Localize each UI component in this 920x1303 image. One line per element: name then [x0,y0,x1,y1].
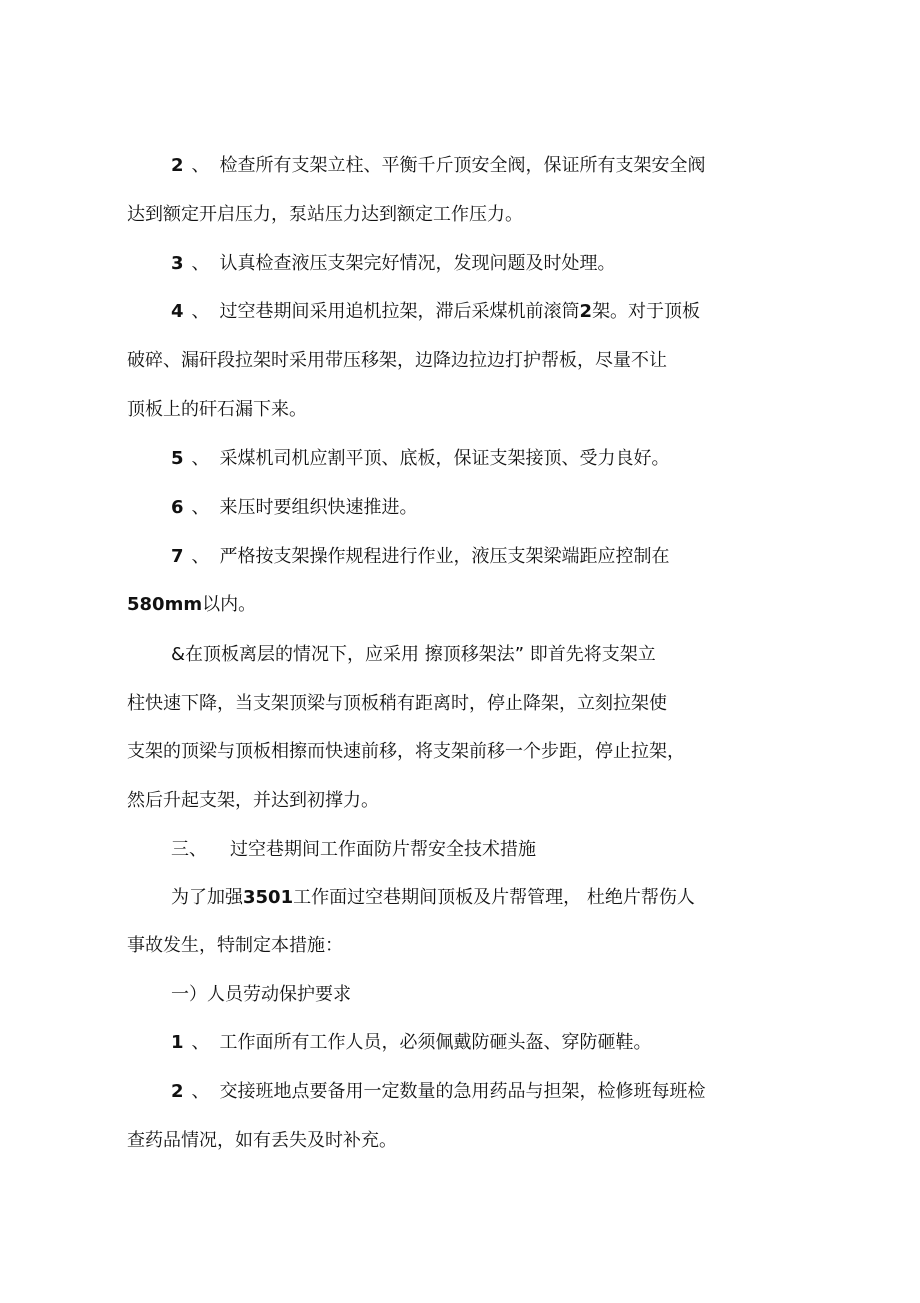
paragraph-line [127,590,707,620]
item-separator: 、 [191,448,210,469]
section-label: 三、 [171,839,207,860]
item-number: 6 [171,497,184,518]
subsection-1-heading [171,980,751,1010]
item-4-follow-shearer [171,297,751,327]
item-text: 严格按支架操作规程进行作业，液压支架梁端距应控制在 [219,546,670,567]
subsection-title: 一）人员劳动保护要求 [171,984,351,1005]
item-text-cont: 架。对于顶板 [592,301,701,322]
line-text-cont: 工作面过空巷期间顶板及片帮管理， 杜绝片帮伤人 [293,887,695,908]
line-text: &在顶板离层的情况下，应采用 擦顶移架法” 即首先将支架立 [171,644,656,665]
sub-item-1-protective-gear [171,1028,751,1058]
paragraph-line [127,931,707,961]
line-text: 柱快速下降，当支架顶梁与顶板稍有距离时，停止降架，立刻拉架使 [127,693,667,714]
line-text: 为了加强 [171,887,243,908]
item-number: 2 [171,155,184,176]
item-text: 来压时要组织快速推进。 [219,497,418,518]
item-number: 3 [171,253,184,274]
paragraph-line [127,395,707,425]
paragraph-line [127,200,707,230]
item-separator: 、 [191,1032,210,1053]
line-text: 查药品情况，如有丢失及时补充。 [127,1130,397,1151]
item-text: 工作面所有工作人员，必须佩戴防砸头盔、穿防砸鞋。 [219,1032,652,1053]
paragraph-line [127,1126,707,1156]
item-text: 采煤机司机应割平顶、底板，保证支架接顶、受力良好。 [219,448,670,469]
line-text: 以内。 [202,594,257,615]
item-separator: 、 [191,546,210,567]
line-text: 顶板上的矸石漏下来。 [127,399,307,420]
item-number: 1 [171,1032,184,1053]
item-text: 检查所有支架立柱、平衡千斤顶安全阀，保证所有支架安全阀 [219,155,706,176]
bold-face-id: 3501 [243,887,294,908]
item-separator: 、 [191,497,210,518]
line-text: 达到额定开启压力，泵站压力达到额定工作压力。 [127,204,523,225]
item-2-check-safety-valves [171,151,751,181]
paragraph-line [127,346,707,376]
item-number: 5 [171,448,184,469]
paragraph-line [127,737,707,767]
bold-number: 2 [579,301,593,322]
bold-measure: 580mm [127,594,203,615]
item-7-operation-rules [171,542,751,572]
item-text: 交接班地点要备用一定数量的急用药品与担架，检修班每班检 [219,1081,706,1102]
section-3-heading [171,835,751,865]
item-number: 4 [171,301,184,322]
item-separator: 、 [191,301,210,322]
item-8-rub-roof-method [171,640,751,670]
item-5-shearer-driver [171,444,751,474]
item-3-check-hydraulic-supports [171,249,751,279]
section-intro [171,883,751,913]
section-title: 过空巷期间工作面防片帮安全技术措施 [230,839,536,860]
line-text: 事故发生，特制定本措施： [127,935,343,956]
item-number: 2 [171,1081,184,1102]
item-text: 认真检查液压支架完好情况，发现问题及时处理。 [219,253,616,274]
item-separator: 、 [191,253,210,274]
line-text: 支架的顶梁与顶板相擦而快速前移，将支架前移一个步距，停止拉架， [127,741,685,762]
item-separator: 、 [191,1081,210,1102]
item-6-fast-advance [171,493,751,523]
line-text: 然后升起支架，并达到初撑力。 [127,790,379,811]
line-text: 破碎、漏矸段拉架时采用带压移架，边降边拉边打护帮板，尽量不让 [127,350,667,371]
item-text: 过空巷期间采用追机拉架，滞后采煤机前滚筒 [219,301,580,322]
sub-item-2-first-aid [171,1077,751,1107]
item-separator: 、 [191,155,210,176]
paragraph-line [127,689,707,719]
paragraph-line [127,786,707,816]
item-number: 7 [171,546,184,567]
